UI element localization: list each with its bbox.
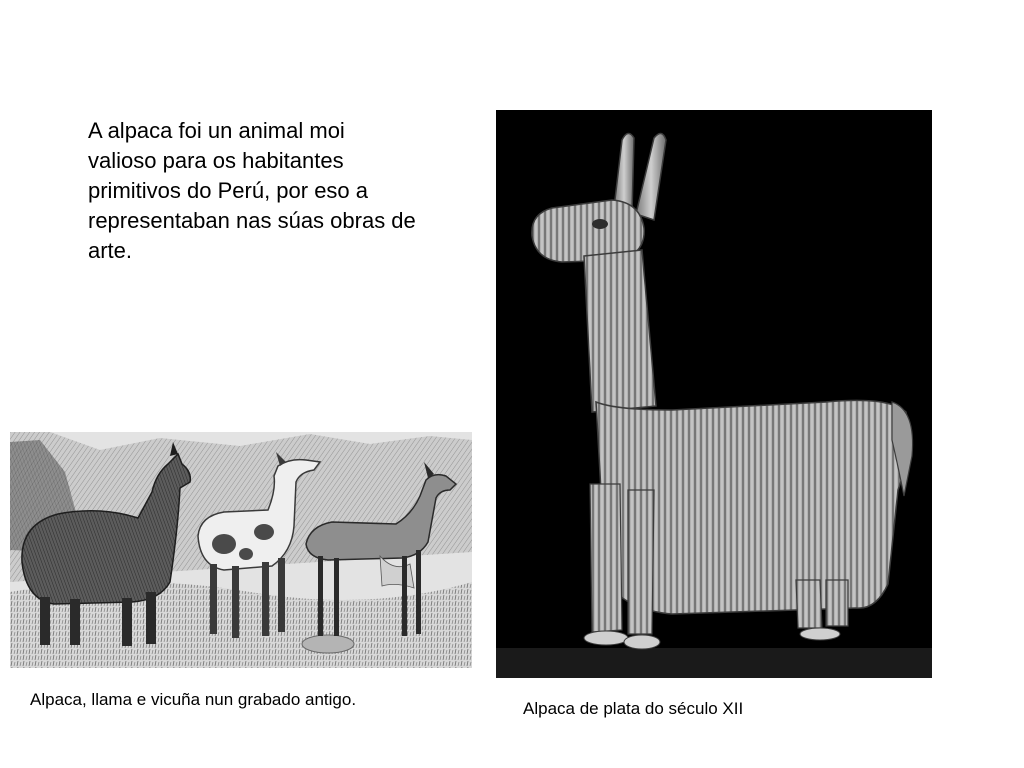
statue-caption: Alpaca de plata do século XII <box>523 699 744 718</box>
engraving-stone <box>302 635 354 653</box>
engraving-caption: Alpaca, llama e vicuña nun grabado antigo. <box>30 690 357 709</box>
intro-text: A alpaca foi un animal moi valioso para os habitantes primitivos do Perú, por eso a representaban nas súas obras de arte. <box>88 118 416 263</box>
statue-base <box>496 648 932 678</box>
statue-image <box>496 110 932 678</box>
engraving-image <box>10 432 472 668</box>
